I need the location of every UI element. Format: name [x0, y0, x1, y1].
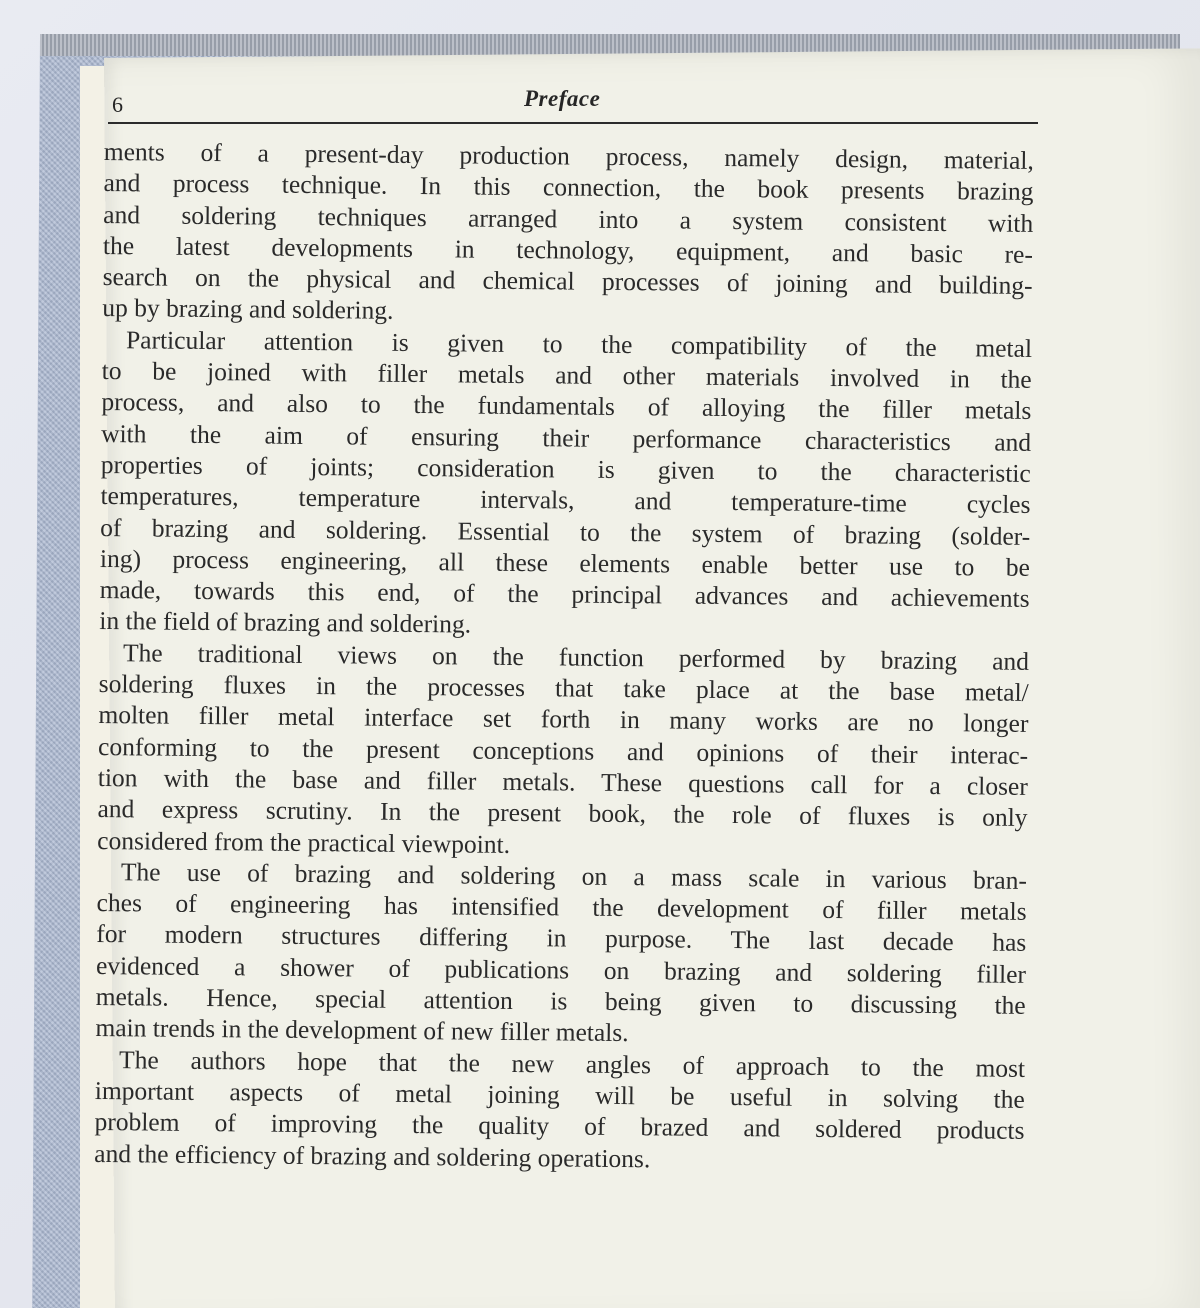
- paragraph-2: [99, 324, 1032, 646]
- text-line: process, and also to the fundamentals of alloying the filler metals: [101, 387, 1032, 426]
- text-line: molten filler metal interface set forth in many works are no longer: [98, 700, 1029, 739]
- text-line: ments of a present-day production process, namely design, material,: [103, 136, 1034, 175]
- text-line: Particular attention is given to the compatibility of the metal: [125, 325, 1033, 363]
- text-line: The use of brazing and soldering on a mass scale in various bran-: [120, 857, 1028, 895]
- text-line: ches of engineering has intensified the development of filler metals: [96, 888, 1027, 927]
- text-line: and process technique. In this connection, the book presents brazing: [103, 168, 1034, 207]
- text-line: and express scrutiny. In the present book, the role of fluxes is only: [97, 794, 1028, 833]
- text-line: soldering fluxes in the processes that take place at the base metal/: [98, 669, 1029, 707]
- text-line: conforming to the present conceptions and opinions of their interac-: [98, 731, 1029, 770]
- text-line: tion with the base and filler metals. These questions call for a closer: [97, 762, 1028, 801]
- text-line: evidenced a shower of publications on brazing and soldering filler: [95, 950, 1027, 989]
- paragraph-4: [95, 856, 1027, 1053]
- paragraph-1: [102, 136, 1034, 333]
- text-line: made, towards this end, of the principal advances and achievements: [99, 575, 1030, 614]
- text-line: with the aim of ensuring their performance characteristics and: [101, 418, 1032, 457]
- text-line: considered from the practical viewpoint.: [97, 825, 511, 859]
- paragraph-3: [97, 637, 1029, 865]
- text-line: important aspects of metal joining will be useful in solving the: [94, 1075, 1025, 1114]
- text-line: up by brazing and soldering.: [102, 293, 394, 326]
- text-line: problem of improving the quality of brazed and soldered products: [94, 1107, 1025, 1146]
- paragraph-5: [94, 1044, 1025, 1178]
- body-text: [94, 136, 1034, 1178]
- text-line: and the efficiency of brazing and soldering operations.: [94, 1138, 651, 1173]
- text-line: and soldering techniques arranged into a system consistent with: [103, 199, 1034, 238]
- text-line: the latest developments in technology, equipment, and basic re-: [102, 230, 1034, 269]
- text-line: for modern structures differing in purpose. The last decade has: [96, 919, 1027, 958]
- page-number: 6: [112, 92, 123, 117]
- text-line: metals. Hence, special attention is being given to discussing the: [95, 981, 1026, 1020]
- running-head: Preface: [524, 86, 601, 111]
- text-line: temperatures, temperature intervals, and temperature-time cycles: [100, 481, 1031, 520]
- text-line: main trends in the development of new filler metals.: [95, 1013, 629, 1048]
- text-line: search on the physical and chemical processes of joining and building-: [102, 262, 1033, 301]
- text-line: in the field of brazing and soldering.: [99, 606, 472, 639]
- text-line: to be joined with filler metals and other materials involved in the: [101, 356, 1032, 394]
- page-header: [108, 82, 1038, 124]
- text-line: The authors hope that the new angles of approach to the most: [118, 1044, 1026, 1083]
- text-line: The traditional views on the function performed by brazing and: [122, 637, 1030, 676]
- text-line: ing) process engineering, all these elements enable better use to be: [99, 543, 1031, 582]
- text-line: properties of joints; consideration is given to the characteristic: [100, 449, 1031, 488]
- text-line: of brazing and soldering. Essential to the system of brazing (solder-: [100, 512, 1031, 551]
